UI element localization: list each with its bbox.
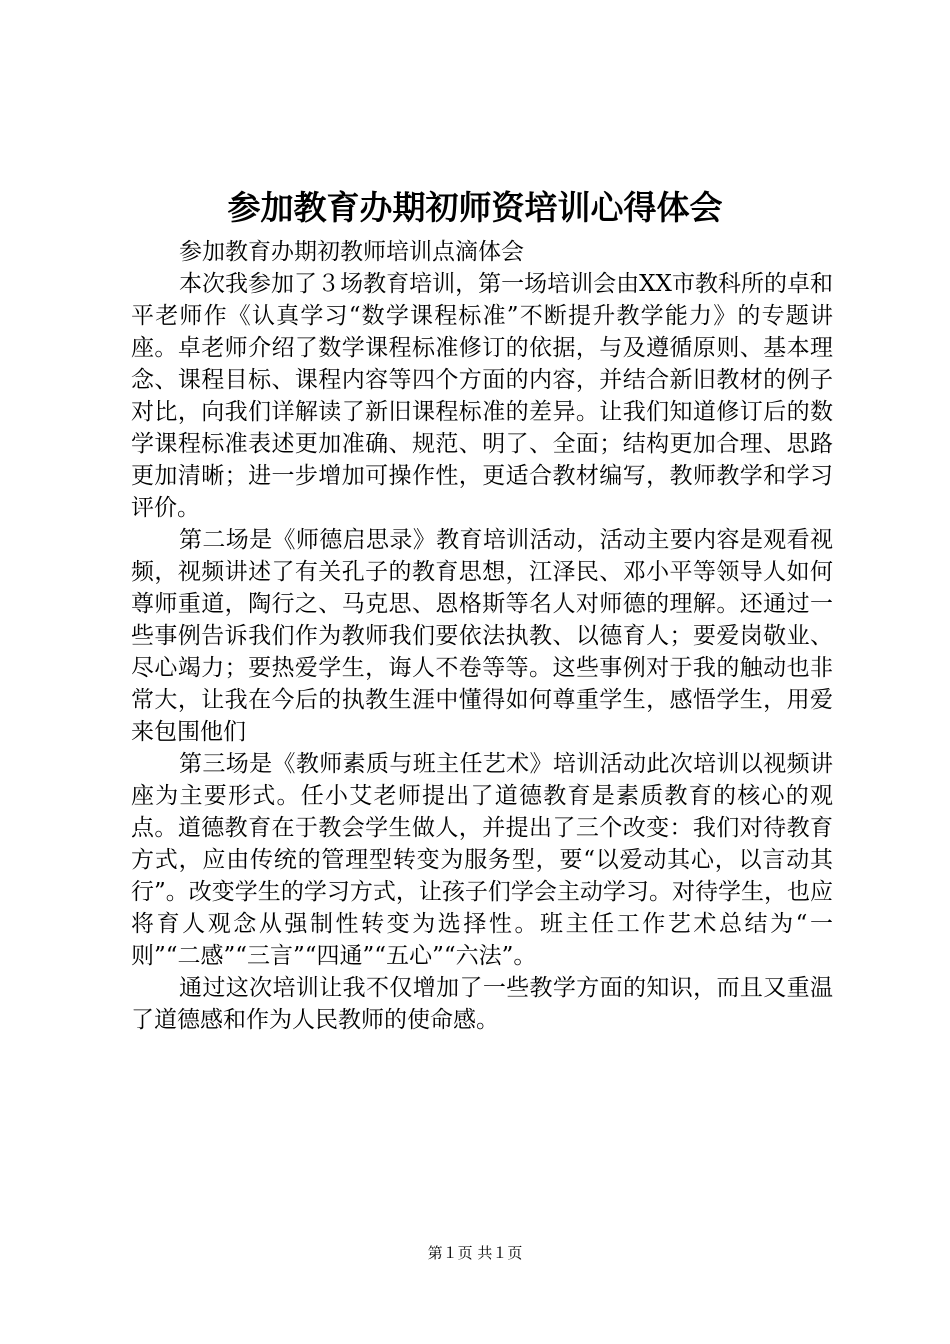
page-number-footer: 第１页 共１页 — [427, 1244, 523, 1262]
document-body — [131, 236, 833, 1036]
paragraph-conclusion: 通过这次培训让我不仅增加了一些教学方面的知识，而且又重温了道德感和作为人民教师的使命感。 — [131, 975, 833, 1033]
paragraph-second-training: 第二场是《师德启思录》教育培训活动，活动主要内容是观看视频，视频讲述了有关孔子的教育思想，江泽民、邓小平等领导人如何尊师重道，陶行之、马克思、恩格斯等名人对师德的理解。还通过一些事例告诉我们作为教师我们要依法执教、以德育人；要爱岗敬业、尽心竭力；要热爱学生，诲人不卷等等。这些事例对于我的触动也非常大，让我在今后的执教生涯中懂得如何尊重学生，感悟学生，用爱来包围他们 — [131, 527, 833, 745]
document-title: 参加教育办期初师资培训心得体会 — [227, 188, 723, 227]
paragraph-first-training: 本次我参加了３场教育培训，第一场培训会由XX市教科所的卓和平老师作《认真学习“数学课程标准”不断提升教学能力》的专题讲座。卓老师介绍了数学课程标准修订的依据，与及遵循原则、基本理念、课程目标、课程内容等四个方面的内容，并结合新旧教材的例子对比，向我们详解读了新旧课程标准的差异。让我们知道修订后的数学课程标准表述更加准确、规范、明了、全面；结构更加合理、思路更加清晰；进一步增加可操作性，更适合教材编写，教师教学和学习评价。 — [131, 271, 833, 521]
paragraph-third-training: 第三场是《教师素质与班主任艺术》培训活动此次培训以视频讲座为主要形式。任小艾老师提出了道德教育是素质教育的核心的观点。道德教育在于教会学生做人，并提出了三个改变：我们对待教育方式，应由传统的管理型转变为服务型，要“以爱动其心，以言动其行”。改变学生的学习方式，让孩子们学会主动学习。对待学生，也应将育人观念从强制性转变为选择性。班主任工作艺术总结为“一则”“二感”“三言”“四通”“五心”“六法”。 — [131, 751, 833, 969]
document-subtitle-paragraph: 参加教育办期初教师培训点滴体会 — [179, 239, 524, 265]
